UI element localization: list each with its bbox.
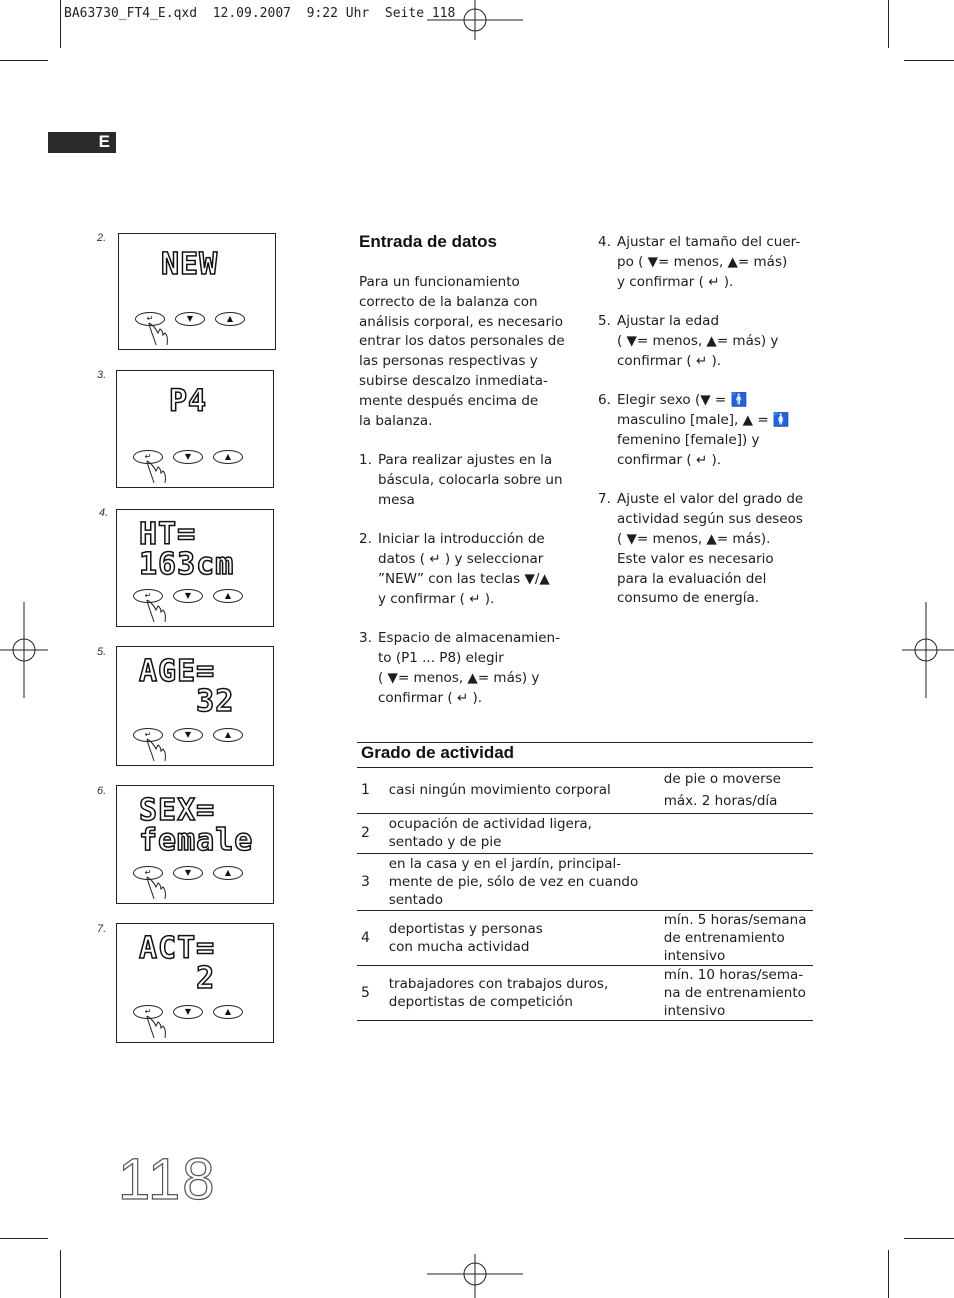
panel-step-number: 6. (97, 785, 107, 797)
step-line: Ajustar el tamaño del cuer- (617, 234, 801, 250)
scale-display-panel (116, 923, 274, 1043)
step-line: actividad según sus deseos (617, 511, 803, 528)
panel-step-number: 2. (97, 232, 107, 244)
arrow-up-icon: ▲ (224, 730, 232, 739)
step-line: Ajuste el valor del grado de (617, 491, 804, 508)
crop-mark (0, 1238, 48, 1239)
table-row (357, 813, 813, 853)
lcd-line-1: HT= (139, 517, 197, 552)
step-line: Espacio de almacenamien- (378, 630, 560, 647)
pointing-hand-icon (147, 321, 169, 345)
enter-icon: ↵ (144, 730, 152, 739)
step-line: to (P1 ... P8) elegir (378, 650, 504, 667)
step-line: ( ▼= menos, ▲= más) y (617, 332, 779, 349)
arrow-up-icon: ▲ (224, 452, 232, 461)
arrow-down-button[interactable] (173, 450, 203, 464)
registration-mark-icon (427, 0, 523, 40)
lcd-line-1: P4 (169, 384, 208, 419)
step-item (598, 490, 820, 609)
arrow-up-button[interactable] (213, 1005, 243, 1019)
step-line: y confirmar ( ↵ ). (378, 590, 495, 607)
step-line: báscula, colocarla sobre un (378, 471, 563, 488)
arrow-down-button[interactable] (173, 728, 203, 742)
activity-frequency (662, 965, 813, 1020)
step-line: confirmar ( ↵ ). (617, 451, 722, 468)
registration-mark-icon (427, 1254, 523, 1298)
lcd-line-1: SEX= (139, 793, 216, 828)
step-item (359, 451, 579, 510)
step-line: y confirmar ( ↵ ). (617, 273, 734, 290)
lcd-line-1: NEW (161, 247, 219, 282)
arrow-down-icon: ▼ (184, 452, 192, 461)
enter-icon: ↵ (144, 452, 152, 461)
panel-step-number: 3. (97, 369, 107, 381)
step-item (359, 629, 579, 708)
activity-level: 3 (361, 873, 370, 890)
registration-mark-icon (0, 602, 48, 698)
steps-list-left (359, 451, 579, 708)
scale-display-panel (118, 233, 276, 350)
intro-paragraph (359, 273, 579, 431)
intro-line: subirse descalzo inmediata- (359, 372, 548, 389)
step-line: Este valor es necesario (617, 550, 774, 567)
step-line: masculino [male], ▲ = 🚺 (617, 412, 790, 429)
arrow-down-icon: ▼ (184, 730, 192, 739)
intro-line: análisis corporal, es necesario (359, 313, 564, 330)
enter-icon: ↵ (144, 591, 152, 600)
arrow-up-icon: ▲ (224, 868, 232, 877)
activity-frequency (662, 910, 813, 965)
file-info-header: BA63730_FT4_E.qxd 12.09.2007 9:22 Uhr Seite 118 (64, 6, 456, 21)
description-line: ocupación de actividad ligera, (388, 816, 592, 832)
section-title-data-entry: Entrada de datos (359, 232, 497, 251)
arrow-down-button[interactable] (173, 866, 203, 880)
activity-frequency (662, 813, 813, 853)
step-number: 4. (598, 234, 611, 250)
arrow-down-button[interactable] (173, 1005, 203, 1019)
enter-icon: ↵ (144, 1007, 152, 1016)
pointing-hand-icon (145, 459, 167, 483)
frequency-line: intensivo (663, 1002, 726, 1019)
arrow-up-icon: ▲ (224, 1007, 232, 1016)
crop-mark (888, 1250, 889, 1298)
step-line: Ajustar la edad (617, 313, 720, 330)
description-line: con mucha actividad (388, 938, 530, 955)
table-row (357, 910, 813, 965)
intro-line: entrar los datos personales de (359, 333, 565, 350)
lcd-line-2: 163cm (139, 547, 235, 582)
frequency-line: na de entrenamiento (663, 984, 806, 1001)
step-number: 5. (598, 313, 611, 330)
activity-description (387, 910, 662, 965)
table-row (357, 853, 813, 910)
frequency-line: mín. 5 horas/semana (663, 911, 807, 928)
arrow-down-icon: ▼ (186, 314, 194, 323)
step-number: 1. (359, 452, 372, 469)
step-line: confirmar ( ↵ ). (378, 689, 483, 706)
description-line: deportistas de competición (388, 993, 573, 1010)
intro-line: las personas respectivas y (359, 353, 538, 370)
description-line: sentado y de pie (388, 834, 502, 850)
activity-description (387, 965, 662, 1020)
left-column (359, 273, 579, 709)
crop-mark (904, 1238, 954, 1239)
pointing-hand-icon (145, 1014, 167, 1038)
arrow-up-button[interactable] (213, 450, 243, 464)
registration-mark-icon (902, 602, 954, 698)
arrow-down-icon: ▼ (184, 1007, 192, 1016)
pointing-hand-icon (145, 875, 167, 899)
arrow-up-icon: ▲ (224, 591, 232, 600)
language-code: E (98, 132, 110, 151)
arrow-up-button[interactable] (215, 312, 245, 326)
step-line: ( ▼= menos, ▲= más). (617, 530, 771, 547)
arrow-up-button[interactable] (213, 866, 243, 880)
lcd-line-1: ACT= (139, 931, 216, 966)
arrow-down-icon: ▼ (184, 591, 192, 600)
pointing-hand-icon (145, 737, 167, 761)
intro-line: Para un funcionamiento (359, 274, 520, 290)
enter-icon: ↵ (146, 314, 154, 323)
section-title-activity: Grado de actividad (361, 743, 515, 762)
scale-display-panel (116, 509, 274, 627)
crop-mark (888, 0, 889, 48)
panel-step-number: 4. (99, 507, 109, 519)
frequency-line: intensivo (663, 947, 726, 964)
step-item (598, 312, 820, 371)
arrow-down-icon: ▼ (184, 868, 192, 877)
activity-frequency (662, 768, 813, 813)
lcd-line-2: 2 (139, 961, 216, 996)
crop-mark (0, 60, 48, 61)
description-line: trabajadores con trabajos duros, (388, 975, 609, 992)
step-line: datos ( ↵ ) y seleccionar (378, 551, 544, 568)
description-line: deportistas y personas (388, 920, 543, 937)
activity-table (357, 768, 813, 1021)
arrow-up-button[interactable] (213, 589, 243, 603)
crop-mark (904, 60, 954, 61)
step-line: ( ▼= menos, ▲= más) y (378, 669, 540, 686)
step-item (359, 530, 579, 609)
step-line: confirmar ( ↵ ). (617, 352, 722, 369)
frequency-line: de pie o moverse (663, 771, 781, 788)
step-item (598, 391, 820, 470)
pointing-hand-icon (145, 598, 167, 622)
step-line: mesa (378, 491, 415, 508)
crop-mark (60, 1250, 61, 1298)
frequency-line: máx. 2 horas/día (663, 793, 778, 810)
activity-frequency (662, 853, 813, 910)
step-line: Para realizar ajustes en la (378, 452, 553, 469)
activity-description (387, 813, 662, 853)
step-number: 2. (359, 531, 372, 548)
table-row (357, 965, 813, 1020)
description-line: mente de pie, sólo de vez en cuando (388, 873, 639, 890)
activity-level: 2 (361, 825, 370, 841)
step-line: femenino [female]) y (617, 431, 760, 448)
lcd-line-2: female (139, 823, 254, 858)
arrow-up-button[interactable] (213, 728, 243, 742)
step-number: 7. (598, 491, 611, 508)
enter-icon: ↵ (144, 868, 152, 877)
scale-display-panel (116, 785, 274, 904)
scale-display-panel (116, 370, 274, 488)
step-number: 3. (359, 630, 372, 647)
frequency-line: de entrenamiento (663, 929, 785, 946)
description-line: sentado (388, 891, 444, 908)
panel-step-number: 7. (97, 923, 107, 935)
step-line: para la evaluación del (617, 570, 767, 587)
step-number: 6. (598, 392, 611, 409)
activity-description (387, 768, 662, 813)
activity-level: 5 (361, 984, 370, 1001)
description-line: en la casa y en el jardín, principal- (388, 855, 622, 872)
step-line: Elegir sexo (▼ = 🚹 (617, 392, 748, 409)
language-tab (48, 132, 116, 153)
step-line: po ( ▼= menos, ▲= más) (617, 253, 788, 270)
intro-line: la balanza. (359, 412, 433, 429)
table-row (357, 768, 813, 813)
right-column (598, 233, 820, 609)
scale-display-panel (116, 646, 274, 766)
arrow-up-icon: ▲ (226, 314, 234, 323)
lcd-line-2: 32 (139, 684, 235, 719)
activity-level: 1 (361, 782, 370, 799)
step-line: consumo de energía. (617, 590, 760, 607)
steps-list-right (598, 233, 820, 609)
intro-line: mente después encima de (359, 392, 539, 409)
activity-level: 4 (361, 929, 370, 946)
intro-line: correcto de la balanza con (359, 293, 538, 310)
step-line: Iniciar la introducción de (378, 531, 545, 548)
arrow-down-button[interactable] (175, 312, 205, 326)
page-number: 118 (118, 1147, 217, 1212)
panel-step-number: 5. (97, 646, 107, 658)
description-line: casi ningún movimiento corporal (388, 782, 611, 799)
lcd-line-1: AGE= (139, 654, 216, 689)
step-item (598, 233, 820, 292)
frequency-line: mín. 10 horas/sema- (663, 966, 804, 983)
activity-description (387, 853, 662, 910)
crop-mark (60, 0, 61, 48)
arrow-down-button[interactable] (173, 589, 203, 603)
step-line: ”NEW” con las teclas ▼/▲ (378, 570, 550, 587)
